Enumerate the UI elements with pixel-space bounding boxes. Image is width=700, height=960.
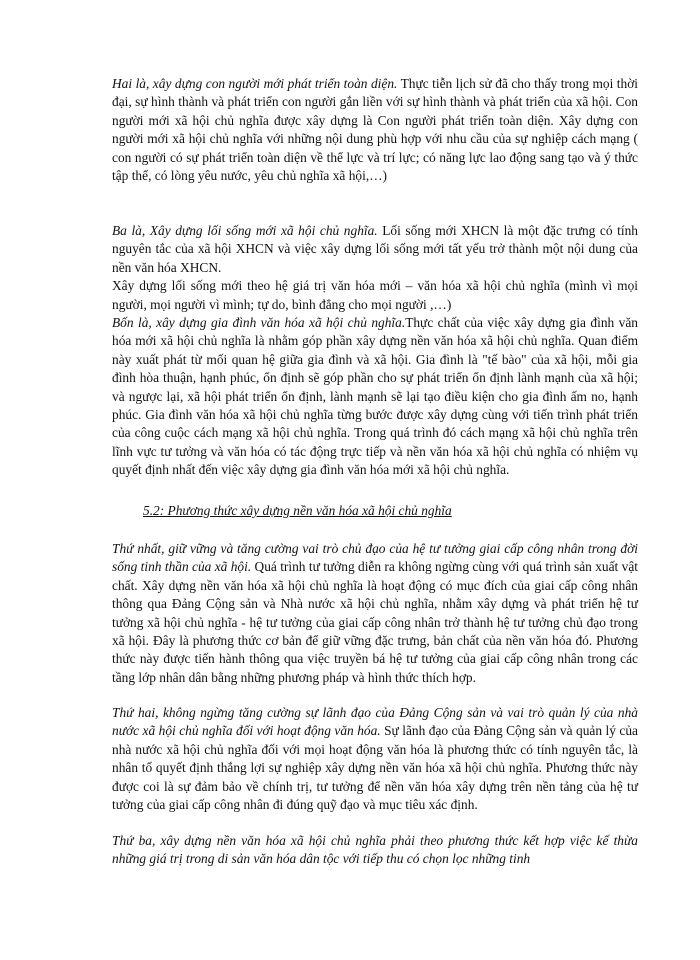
paragraph-method-second xyxy=(112,704,638,814)
paragraph-lead: Thứ ba, xây dựng nền văn hóa xã hội chủ nghĩa phải theo phương thức kết hợp việc kế thừa những giá trị trong di sản văn hóa dân tộc với tiếp thu có chọn lọc những tinh xyxy=(112,833,638,867)
paragraph-text xyxy=(112,314,638,480)
paragraph-text xyxy=(112,832,638,869)
paragraph-method-third xyxy=(112,832,638,869)
paragraph-build-family xyxy=(112,314,638,480)
paragraph-lead: Bốn là, xây dựng gia đình văn hóa xã hội chủ nghĩa. xyxy=(112,315,406,330)
paragraph-text xyxy=(112,222,638,277)
paragraph-extra: Xây dựng lối sống mới theo hệ giá trị văn hóa mới – văn hóa xã hội chủ nghĩa (mình vì mọi người, mọi người vì mình; tự do, bình đẳng cho mọi người ,…) xyxy=(112,278,638,312)
paragraph-lead: Hai là, xây dựng con người mới phát triển toàn diện. xyxy=(112,76,398,91)
paragraph-build-lifestyle xyxy=(112,222,638,314)
paragraph-body: Thực chất của việc xây dựng gia đình văn hóa mới xã hội chủ nghĩa là nhằm góp phần xây dựng nền văn hóa xã hội chủ nghĩa. Quan điểm này xuất phát từ mối quan hệ giữa gia đình và xã hội. Gia đình là "tế bào" của xã hội, mỗi gia đình hòa thuận, hạnh phúc, ổn định sẽ góp phần cho sự phát triển ổn định lành mạnh của xã hội; và ngược lại, xã hội phát triển ổn định, lành mạnh sẽ lại tạo điều kiện cho gia đình ấm no, hạnh phúc. Gia đình văn hóa xã hội chủ nghĩa từng bước được xây dựng cùng với tiến trình phát triển của công cuộc cách mạng xã hội chủ nghĩa. Trong quá trình đó cách mạng xã hội chủ nghĩa trên lĩnh vực tư tưởng và văn hóa có tác động trực tiếp và nền văn hóa xã hội chủ nghĩa có nhiệm vụ quyết định nhất đến việc xây dựng gia đình văn hóa mới xã hội chủ nghĩa. xyxy=(112,315,638,478)
section-heading: 5.2: Phương thức xây dựng nền văn hóa xã hội chủ nghĩa xyxy=(143,503,452,518)
paragraph-text xyxy=(112,75,638,185)
paragraph-lead: Thứ nhất, giữ vững và tăng cường vai trò chủ đạo của hệ tư tưởng giai cấp công nhân trong đời sống tinh thần của xã hội. xyxy=(112,541,638,575)
paragraph-text xyxy=(112,540,638,687)
paragraph-text xyxy=(112,704,638,814)
paragraph-body: Sự lãnh đạo của Đảng Cộng sản và quản lý của nhà nước xã hội chủ nghĩa đối với mọi hoạt động văn hóa là phương thức có tính nguyên tắc, là nhân tố quyết định thắng lợi sự nghiệp xây dựng nền văn hóa xã hội chủ nghĩa. Phương thức này được coi là sự đảm bảo về chính trị, tư tưởng để nền văn hóa xây dựng trên nền tảng của hệ tư tưởng của giai cấp công nhân đi đúng quỹ đạo và mục tiêu xác định. xyxy=(112,723,638,813)
paragraph-body: Quá trình tư tưởng diễn ra không ngừng cùng với quá trình sản xuất vật chất. Xây dựng nền văn hóa xã hội chủ nghĩa là hoạt động có mục đích của giai cấp công nhân thông qua Đảng Cộng sản và Nhà nước xã hội chủ nghĩa, nhằm xây dựng và phát triển hệ tư tưởng xã hội chủ nghĩa - hệ tư tưởng của giai cấp công nhân trở thành hệ tư tưởng chủ đạo trong xã hội. Đây là phương thức cơ bản để giữ vững đặc trưng, bản chất của nền văn hóa đó. Phương thức này được tiến hành thông qua việc truyền bá hệ tư tưởng của giai cấp công nhân trong các tầng lớp nhân dân bằng những phương pháp và hình thức thích hợp. xyxy=(112,559,638,685)
paragraph-build-new-person xyxy=(112,75,638,185)
paragraph-lead: Ba là, Xây dựng lối sống mới xã hội chủ nghĩa. xyxy=(112,223,378,238)
paragraph-body: Lối sống mới XHCN là một đặc trưng có tính nguyên tắc của xã hội XHCN và việc xây dựng lối sống mới tất yếu trở thành một nội dung của nền văn hóa XHCN. xyxy=(112,223,638,275)
paragraph-method-first xyxy=(112,540,638,687)
paragraph-lead: Thứ hai, không ngừng tăng cường sự lãnh đạo của Đảng Cộng sản và vai trò quản lý của nhà nước xã hội chủ nghĩa đối với hoạt động văn hóa. xyxy=(112,705,638,739)
paragraph-body: Thực tiễn lịch sử đã cho thấy trong mọi thời đại, sự hình thành và phát triển con người gắn liền với sự hình thành và phát triển của xã hội. Con người mới xã hội chủ nghĩa được xây dựng là Con người phát triển toàn diện. Xây dựng con người mới xã hội chủ nghĩa với những nội dung phù hợp với nhu cầu của sự nghiệp cách mạng ( con người có sự phát triển toàn diện về thể lực và trí lực; có năng lực lao động sang tạo và ý thức tập thể, có lòng yêu nước, yêu chủ nghĩa xã hội,…) xyxy=(112,76,638,184)
